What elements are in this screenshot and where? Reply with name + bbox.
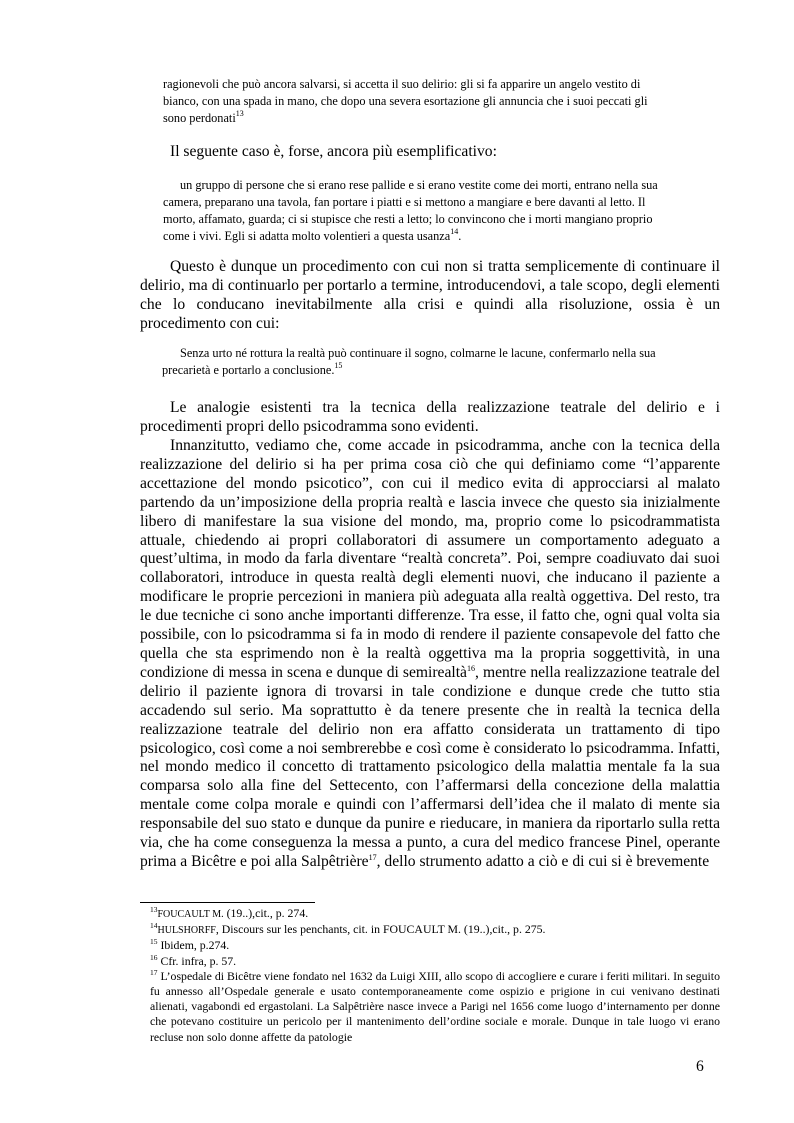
footnote: $^{16}$ Cfr. infra, p. 57. (150, 952, 237, 968)
block-quote-3 (162, 345, 707, 379)
quote-line: ragionevoli che può ancora salvarsi, si accetta il suo delirio: gli si fa apparire un angelo vestito di (163, 77, 641, 91)
footnote: $^{14}$HULSHORFF, Discours sur les penchants, cit. in FOUCAULT M. (19..),cit., p. 275. (150, 921, 546, 937)
block-quote-1 (163, 76, 707, 127)
paragraph-2: Le analogie esistenti tra la tecnica della realizzazione teatrale del delirio e i procedimenti propri dello psicodramma sono evidenti. (140, 399, 720, 435)
footnote-ref: 15 (334, 361, 343, 370)
footnote: $^{13}$FOUCAULT M. (19..),cit., p. 274. (150, 905, 309, 920)
footnote: $^{15}$ Ibidem, p.274. (150, 937, 230, 953)
footnote-separator (140, 902, 315, 903)
paragraph-1: Questo è dunque un procedimento con cui non si tratta semplicemente di continuare il delirio, ma di continuarlo per portarlo a termine, introducendovi, a tale scopo, degli elementi che lo conducano inevitabilmente alla crisi e quindi alla risoluzione, ossia è un procedimento con cui: (140, 258, 720, 332)
quote-line: come i vivi. Egli si adatta molto volentieri a questa usanza$^{14}$. (163, 227, 462, 243)
page-number: 6 (696, 1058, 704, 1075)
quote-line: precarietà e portarlo a conclusione.$^{15}$ (162, 361, 343, 377)
intro-line: Il seguente caso è, forse, ancora più esemplificativo: (170, 143, 497, 160)
footnote-ref: 14 (450, 227, 459, 236)
quote-line: Senza urto né rottura la realtà può continuare il sogno, colmarne le lacune, confermarlo nella sua (180, 346, 656, 360)
paragraph-3: Innanzitutto, vediamo che, come accade in psicodramma, anche con la tecnica della realizzazione del delirio si ha per prima cosa ciò che qui definiamo come “l’apparente accettazione del mondo psicotico”, con cui il medico evita di approcciarsi al malato partendo da un’imposizione della propria realtà e lascia invece che questo sia inizialmente libero di manifestare la sua visione del mondo, ma, proprio come lo psicodrammatista attuale, chiedendo ai propri collaboratori di assumere un comportamento adeguato a quest’ultima, in modo da farla diventare “realtà concreta”. Poi, sempre coadiuvato dai suoi collaboratori, introduce in questa realtà degli elementi nuovi, che inducano il paziente a modificare le proprie percezioni in maniera più adeguata alla realtà oggettiva. Del resto, tra le due tecniche ci sono anche importanti differenze. Tra esse, il fatto che, ogni qual volta sia possibile, con lo psicodramma si fa in modo di rendere il paziente consapevole del fatto che quella che sta esprimendo non è la realtà oggettiva ma la propria soggettività, in una condizione di messa in scena e dunque di semirealtà$^{16}$, mentre nella realizzazione teatrale del delirio il paziente ignora di trovarsi in tale condizione e dunque crede che tutto stia accadendo sul serio. Ma soprattutto è da tenere presente che in realtà la tecnica della realizzazione teatrale del delirio non era affatto considerata un trattamento di tipo psicologico, così come a noi sembrerebbe e così come è considerato lo psicodramma. Infatti, nel mondo medico il concetto di trattamento psicologico della malattia mentale fa la sua comparsa solo alla fine del Settecento, con l’affermarsi della concezione della malattia mentale come colpa morale e quindi con l’affermarsi dell’idea che il malato di mente sia responsabile del suo stato e dunque da punire e rieducare, in maniera da riportarlo sulla retta via, che ha come conseguenza la messa a punto, a cura del medico francese Pinel, operante prima a Bicêtre e poi alla Salpêtrière$^{17}$, dello strumento adatto a ciò e di cui si è brevemente (140, 437, 720, 870)
quote-line: sono perdonati$^{13}$ (163, 109, 244, 125)
block-quote-2 (163, 177, 708, 245)
quote-line: un gruppo di persone che si erano rese pallide e si erano vestite come dei morti, entrano nella sua (180, 178, 658, 192)
footnote: $^{17}$ L’ospedale di Bicêtre viene fondato nel 1632 da Luigi XIII, allo scopo di accogliere e curare i feriti militari. In seguito fu annesso all’Ospedale generale e usato contemporaneamente come ospizio e prigione in cui venivano destinati alienati, vagabondi ed ergastolani. La Salpêtrière nasce invece a Parigi nel 1656 come luogo d’internamento per donne che potevano costituire un pericolo per il mantenimento dell’ordine sociale e morale. Dunque in tale luogo vi erano recluse non solo donne affette da patologie (150, 967, 720, 1044)
footnote-ref: 17 (368, 852, 377, 862)
footnotes (150, 906, 720, 1045)
quote-line: morto, affamato, guarda; ci si stupisce che resti a letto; lo convincono che i morti mangiano proprio (163, 212, 653, 226)
footnote-ref: 13 (235, 109, 244, 118)
footnote-ref: 16 (466, 663, 475, 673)
quote-line: camera, preparano una tavola, fan portare i piatti e si mettono a mangiare e bere davanti al letto. Il (163, 195, 646, 209)
quote-line: bianco, con una spada in mano, che dopo una severa esortazione gli annuncia che i suoi peccati gli (163, 94, 648, 108)
